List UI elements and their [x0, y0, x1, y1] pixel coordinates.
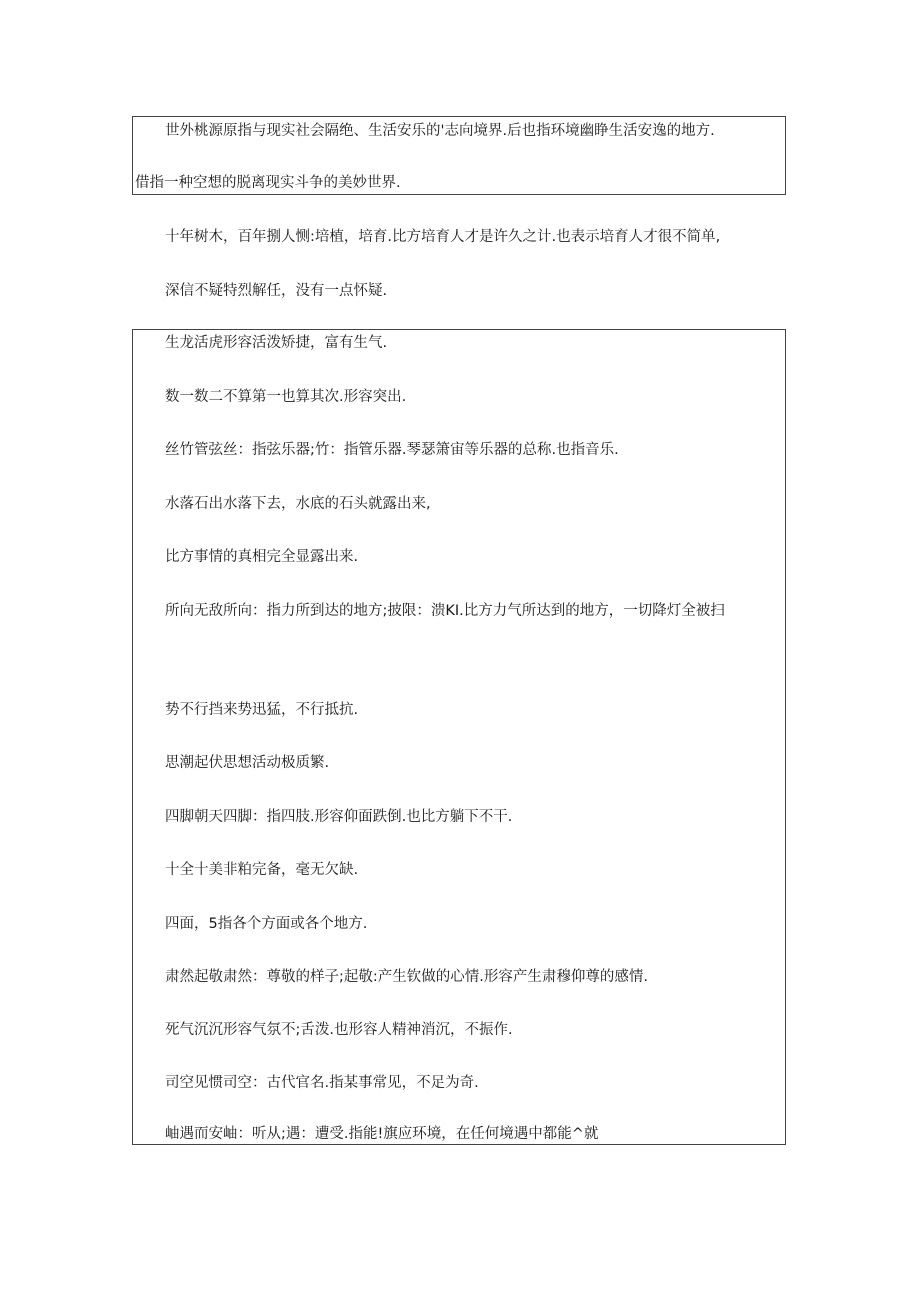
text-line: 十年树木，百年捌人恻:培植，培育.比方培育人才是许久之计.也表示培育人才很不简单, [165, 229, 721, 245]
text-line: 肃然起敬肃然：尊敬的样子;起敬:产生钦做的心情.形容产生肃穆仰尊的感情. [165, 969, 648, 985]
text-line: 比方事情的真相完全显露出来. [165, 549, 359, 565]
text-line: 丝竹管弦丝：指弦乐器;竹：指管乐器.琴瑟箫宙等乐器的总称.也指音乐. [165, 442, 619, 458]
text-line: 思潮起伏思想活动极质繁. [165, 755, 330, 771]
text-line: 借指一种空想的脱离现实斗争的美妙世界. [135, 175, 401, 191]
text-line: 世外桃源原指与现实社会隔绝、生活安乐的'志向境界.后也指环境幽睁生活安逸的地方. [165, 123, 715, 139]
text-line: 势不行挡来势迅猛，不行抵抗. [165, 702, 359, 718]
text-line: 十全十美非粕完备，毫无欠缺. [165, 862, 359, 878]
text-line: 深信不疑特烈解任，没有一点怀疑. [165, 283, 388, 299]
text-line: 四面，5指各个方面或各个地方. [165, 916, 368, 932]
text-line: 四脚朝天四脚：指四肢.形容仰面跌倒.也比方躺下不干. [165, 809, 513, 825]
text-line: 岫遇而安岫：听从;遇：遭受.指能!旗应环境，在任何境遇中都能^就 [165, 1126, 599, 1142]
text-line: 司空见惯司空：古代官名.指某事常见，不足为奇. [165, 1075, 479, 1091]
text-line: 生龙活虎形容活泼矫捷，富有生气. [165, 335, 388, 351]
text-line: 死气沉沉形容气氛不;舌泼.也形容人精神消沉，不振作. [165, 1022, 513, 1038]
text-line: 水落石出水落下去，水底的石头就露出来, [165, 496, 431, 512]
text-line: 数一数二不算第一也算其次.形容突出. [165, 389, 407, 405]
text-line: 所向无敌所向：指力所到达的地方;披限：溃KI.比方力气所达到的地方，一切降灯全被扫 [165, 603, 725, 619]
